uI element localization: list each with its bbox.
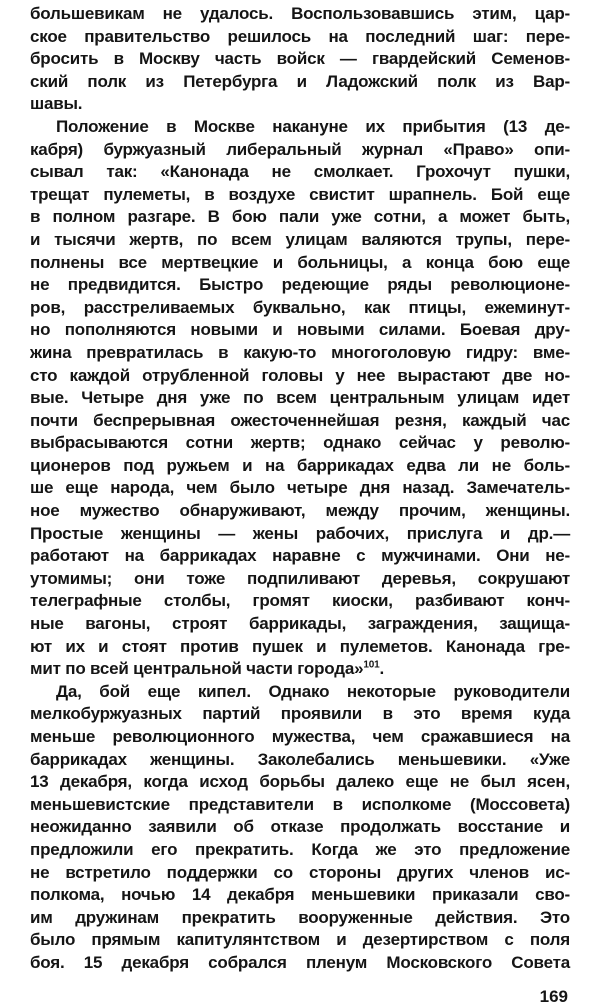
text-line (30, 726, 570, 749)
line-text: ное мужество обнаруживают, между прочим, женщины. (30, 501, 570, 521)
line-text: полнены все мертвецкие и больницы, а конца бою еще (30, 252, 570, 272)
line-text: Положение в Москве накануне их прибытия (13 де- (56, 116, 570, 136)
line-text: ционеров под ружьем и на баррикадах едва ли не боль- (30, 455, 570, 475)
line-text: работают на баррикадах наравне с мужчинами. Они не- (30, 546, 570, 566)
text-line (30, 703, 570, 726)
text-line (30, 48, 570, 71)
line-text: им дружинам прекратить вооруженные действия. Это (30, 907, 570, 927)
text-line (30, 523, 570, 546)
text-line (30, 342, 570, 365)
text-line (30, 432, 570, 455)
line-text: не встретило поддержки со стороны других членов ис- (30, 862, 570, 882)
text-line (30, 139, 570, 162)
text-line (30, 500, 570, 523)
text-line (30, 658, 570, 681)
text-line (30, 839, 570, 862)
text-line (30, 387, 570, 410)
line-text: 13 декабря, когда исход борьбы далеко еще не был ясен, (30, 772, 570, 792)
line-text: Да, бой еще кипел. Однако некоторые руководители (56, 681, 570, 701)
text-line (30, 862, 570, 885)
line-text: большевикам не удалось. Воспользовавшись этим, цар- (30, 4, 570, 23)
text-line (30, 771, 570, 794)
line-text: сывал так: «Канонада не смолкает. Грохочут пушки, (30, 162, 570, 182)
line-text: боя. 15 декабря собрался пленум Московского Совета (30, 952, 570, 972)
line-text: не предвидится. Быстро редеющие ряды революционе- (30, 275, 570, 295)
line-text: утомимы; они тоже подпиливают деревья, сокрушают (30, 568, 570, 588)
line-text: мит по всей центральной части города» (30, 659, 364, 679)
text-line (30, 71, 570, 94)
text-line (30, 613, 570, 636)
line-text: ров, расстреливаемых буквально, как птицы, ежеминут- (30, 297, 570, 317)
line-text: было прямым капитулянтством и дезертирством с поля (30, 930, 570, 950)
line-text: полкома, ночью 14 декабря меньшевики приказали сво- (30, 885, 570, 905)
text-line (30, 681, 570, 704)
line-text: трещат пулеметы, в воздухе свистит шрапнель. Бой еще (30, 184, 570, 204)
text-line (30, 161, 570, 184)
line-text: и тысячи жертв, по всем улицам валяются трупы, пере- (30, 229, 570, 249)
text-line (30, 568, 570, 591)
line-text: Простые женщины — жены рабочих, прислуга и др.— (30, 523, 570, 543)
footnote-ref: 101 (363, 659, 380, 671)
text-line (30, 365, 570, 388)
text-line (30, 545, 570, 568)
line-text: но пополняются новыми и новыми силами. Боевая дру- (30, 320, 570, 340)
text-line (30, 26, 570, 49)
line-text: мелкобуржуазных партий проявили в это время куда (30, 704, 570, 724)
text-line (30, 455, 570, 478)
text-line (30, 636, 570, 659)
line-text: ные вагоны, строят баррикады, заграждения, защища- (30, 614, 570, 634)
line-text: меньше революционного мужества, чем сражавшиеся на (30, 727, 570, 746)
line-text: ский полк из Петербурга и Ладожский полк из Вар- (30, 71, 570, 91)
text-line (30, 297, 570, 320)
line-text: баррикадах женщины. Заколебались меньшевики. «Уже (30, 749, 570, 769)
text-line (30, 319, 570, 342)
line-text: жина превратилась в какую-то многоголовую гидру: вме- (30, 342, 570, 362)
line-text: выбрасываются сотни жертв; однако сейчас у револю- (30, 433, 570, 453)
text-line (30, 590, 570, 613)
line-text: ше еще народа, чем было четыре дня назад. Замечатель- (30, 478, 570, 498)
text-line (30, 206, 570, 229)
text-line (30, 116, 570, 139)
line-text: меньшевистские представители в исполкоме (Моссовета) (30, 794, 570, 814)
line-text: бросить в Москву часть войск — гвардейский Семенов- (30, 49, 570, 69)
text-line (30, 794, 570, 817)
text-line (30, 884, 570, 907)
text-line (30, 929, 570, 952)
text-line (30, 252, 570, 275)
line-text: в полном разгаре. В бою пали уже сотни, а может быть, (30, 207, 570, 227)
line-text: телеграфные столбы, громят киоски, разбивают конч- (30, 591, 570, 611)
text-line (30, 3, 570, 26)
line-text: вые. Четыре дня уже по всем центральным улицам идет (30, 388, 570, 408)
line-text: шавы. (30, 94, 83, 114)
line-text: неожиданно заявили об отказе продолжать восстание и (30, 817, 570, 837)
text-line (30, 229, 570, 252)
line-text: кабря) буржуазный либеральный журнал «Право» опи- (30, 139, 570, 159)
text-line (30, 477, 570, 500)
text-line (30, 410, 570, 433)
line-text: сто каждой отрубленной головы у нее вырастают две но- (30, 365, 570, 385)
text-line (30, 749, 570, 772)
text-line (30, 907, 570, 930)
text-line (30, 952, 570, 975)
text-line (30, 274, 570, 297)
line-text: ское правительство решилось на последний шаг: пере- (30, 26, 570, 46)
text-line (30, 184, 570, 207)
text-line (30, 816, 570, 839)
line-text: почти беспрерывная ожесточеннейшая резня, каждый час (30, 410, 570, 430)
line-text: ют их и стоят против пушек и пулеметов. Канонада гре- (30, 636, 570, 656)
line-punctuation: . (379, 659, 384, 679)
text-line (30, 93, 570, 116)
page-number: 169 (539, 987, 568, 1006)
book-page-body (30, 3, 570, 975)
line-text: предложили его прекратить. Когда же это предложение (30, 839, 570, 859)
